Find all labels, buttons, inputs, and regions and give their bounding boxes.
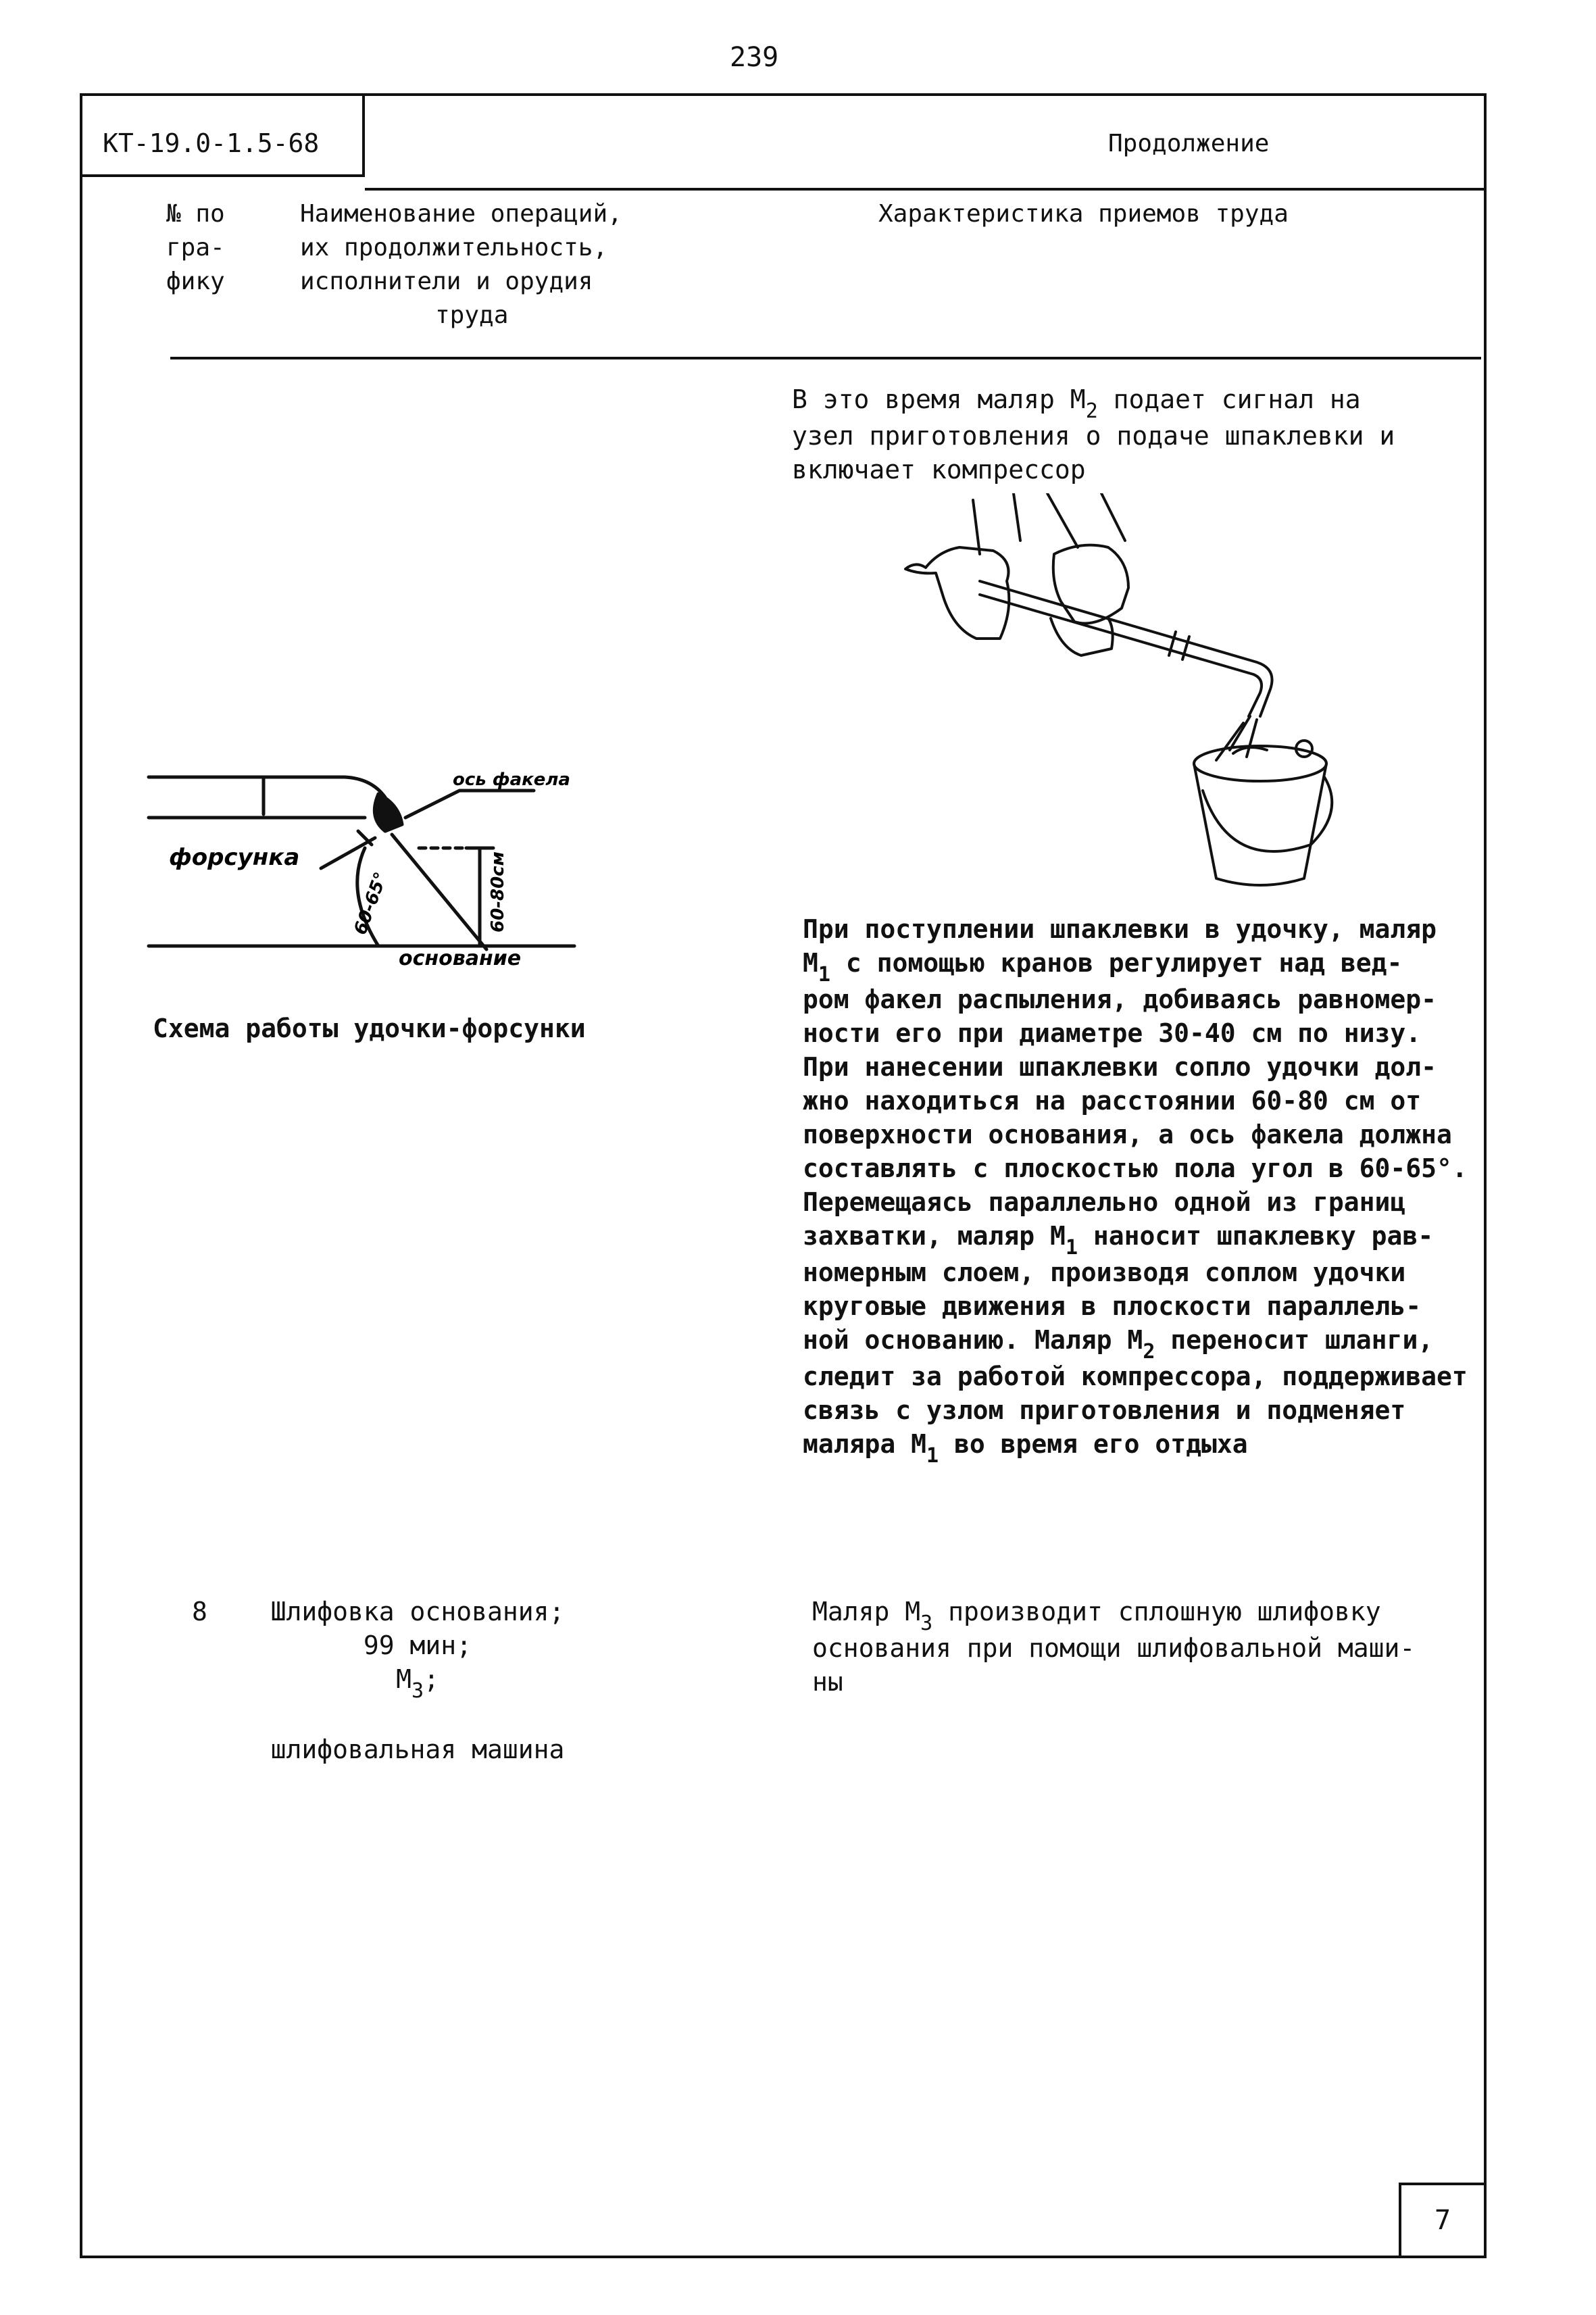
right-glove [1053, 545, 1128, 624]
nozzle-leader [321, 838, 375, 868]
nozzle-scheme-diagram [142, 750, 642, 966]
left-glove [905, 547, 1009, 639]
col-description-header: Характеристика приемов труда [878, 200, 1289, 228]
row8-number: 8 [192, 1597, 207, 1626]
left-sleeve [973, 493, 1020, 554]
col-number-l1: № по [166, 200, 225, 228]
spray-rod [980, 581, 1272, 716]
row8-operation [255, 1595, 580, 1766]
paragraph-procedure: При поступлении шпаклевки в удочку, маляр $М_1$ с помощью кранов регулирует над вед- ром факел распыления, добиваясь равномер- ности его при диаметре 30-40 см по низу. При нанесении шпаклевки сопло удочки дол- жно находиться на расстоянии 60-80 см от поверхности основания, а ось факела должна составлять с плоскостью пола угол в 60-65°. Перемещаясь параллельно одной из границ захватки, маляр $М_1$ наносит шпаклевку рав- номерным слоем, производя соплом удочки круговые движения в плоскости параллель- ной основанию. Маляр $М_2$ переносит шланги, следит за работой компрессора, поддерживает связь с узлом приготовления и подменяет маляра $М_1$ во время его отдыха [803, 914, 1468, 1468]
row8-duration: 99 мин; [363, 1631, 472, 1660]
label-nozzle: форсунка [169, 844, 300, 871]
page-number: 239 [730, 42, 779, 73]
label-distance: 60-80см [488, 851, 508, 932]
label-base: основание [399, 947, 522, 966]
header-top-rule [365, 188, 1487, 191]
spray-axis [392, 835, 487, 949]
label-axis: ось факела [453, 770, 570, 790]
col-number-l3: фику [166, 268, 225, 295]
row8-description: Маляр $М_3$ производит сплошную шлифовку основания при помощи шлифовальной маши- ны [812, 1597, 1416, 1697]
header-bottom-rule [170, 357, 1481, 359]
col-number-header [166, 197, 225, 299]
col-operation-l1: Наименование операций, [300, 200, 622, 228]
paragraph-signal: В это время маляр $М_2$ подает сигнал на узел приготовления о подаче шпаклевки и включает компрессор [792, 384, 1395, 484]
col-operation-header [300, 197, 622, 332]
bucket-rim [1194, 746, 1326, 781]
axis-leader [405, 791, 534, 818]
row8-tool: шлифовальная машина [270, 1735, 565, 1764]
col-operation-l4: труда [435, 301, 509, 329]
sheet-number: 7 [1399, 2183, 1487, 2258]
nozzle-body [374, 794, 402, 831]
row8-operation-name: Шлифовка основания; [270, 1597, 565, 1626]
diagram-caption: Схема работы удочки-форсунки [153, 1014, 586, 1043]
col-operation-l3: исполнители и орудия [300, 268, 593, 295]
row8-worker: $М_3$; [396, 1664, 439, 1703]
col-number-l2: гра- [166, 234, 225, 262]
label-angle: 60-65° [350, 869, 392, 938]
doc-code: КТ-19.0-1.5-68 [80, 93, 365, 177]
continuation-label: Продолжение [1108, 130, 1270, 157]
rod-upper [149, 777, 385, 797]
spray-rod-illustration [878, 493, 1351, 899]
right-sleeve [1047, 493, 1125, 547]
col-operation-l2: их продолжительность, [300, 234, 608, 262]
